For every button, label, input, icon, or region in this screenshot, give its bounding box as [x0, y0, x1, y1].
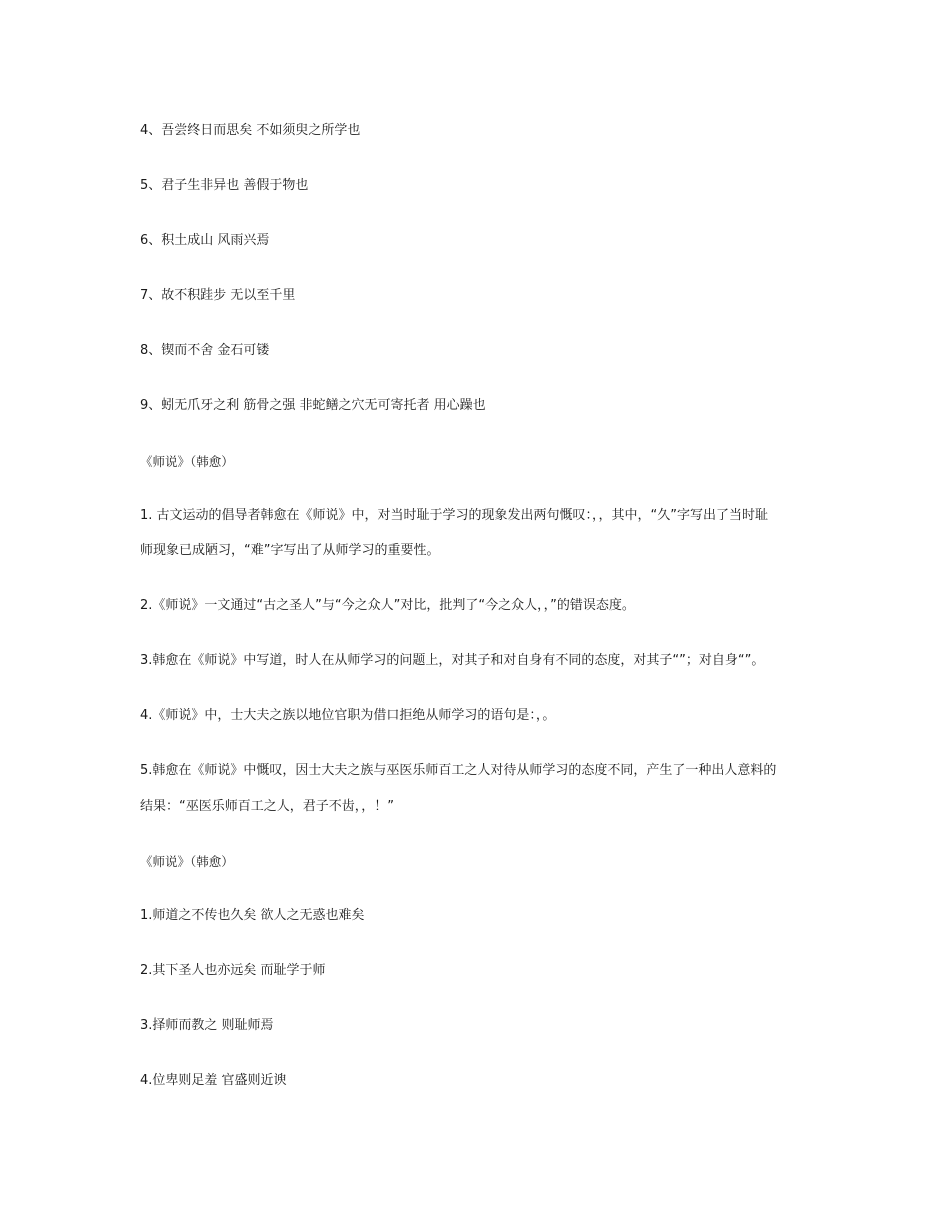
text-line-11: 4.《师说》中，士大夫之族以地位官职为借口拒绝从师学习的语句是：，。 [140, 708, 556, 723]
text-line-9: 2.《师说》一文通过“古之圣人”与“今之众人”对比，批判了“今之众人，，”的错误态度。 [140, 598, 635, 613]
text-line-16: 3.择师而教之 则耻师焉 [140, 1018, 274, 1033]
text-line-4: 7、故不积跬步 无以至千里 [140, 288, 296, 303]
text-line-3: 6、积土成山 风雨兴焉 [140, 233, 270, 248]
text-line-1: 4、吾尝终日而思矣 不如须臾之所学也 [140, 123, 361, 138]
text-line-7: 1. 古文运动的倡导者韩愈在《师说》中，对当时耻于学习的现象发出两句慨叹：，，其中，“久”字写出了当时耻 [140, 508, 769, 523]
text-line-6: 9、蚓无爪牙之利 筋骨之强 非蛇鳝之穴无可寄托者 用心躁也 [140, 398, 486, 413]
text-line-15: 2.其下圣人也亦远矣 而耻学于师 [140, 963, 326, 978]
text-line-2: 5、君子生非异也 善假于物也 [140, 178, 309, 193]
text-line-12: 5.韩愈在《师说》中慨叹，因士大夫之族与巫医乐师百工之人对待从师学习的态度不同，产生了一种出人意料的 [140, 763, 777, 778]
text-line-13: 结果：“巫医乐师百工之人，君子不齿，，！” [140, 799, 394, 814]
text-line-17: 4.位卑则足羞 官盛则近谀 [140, 1073, 287, 1088]
section-heading-1: 《师说》（韩愈） [140, 454, 234, 469]
section-heading-2: 《师说》（韩愈） [140, 854, 234, 869]
text-line-8: 师现象已成陋习，“难”字写出了从师学习的重要性。 [140, 543, 440, 558]
text-line-14: 1.师道之不传也久矣 欲人之无惑也难矣 [140, 908, 365, 923]
text-line-10: 3.韩愈在《师说》中写道，时人在从师学习的问题上，对其子和对自身有不同的态度，对其子“”；对自身“”。 [140, 653, 765, 668]
text-line-5: 8、锲而不舍 金石可镂 [140, 343, 270, 358]
